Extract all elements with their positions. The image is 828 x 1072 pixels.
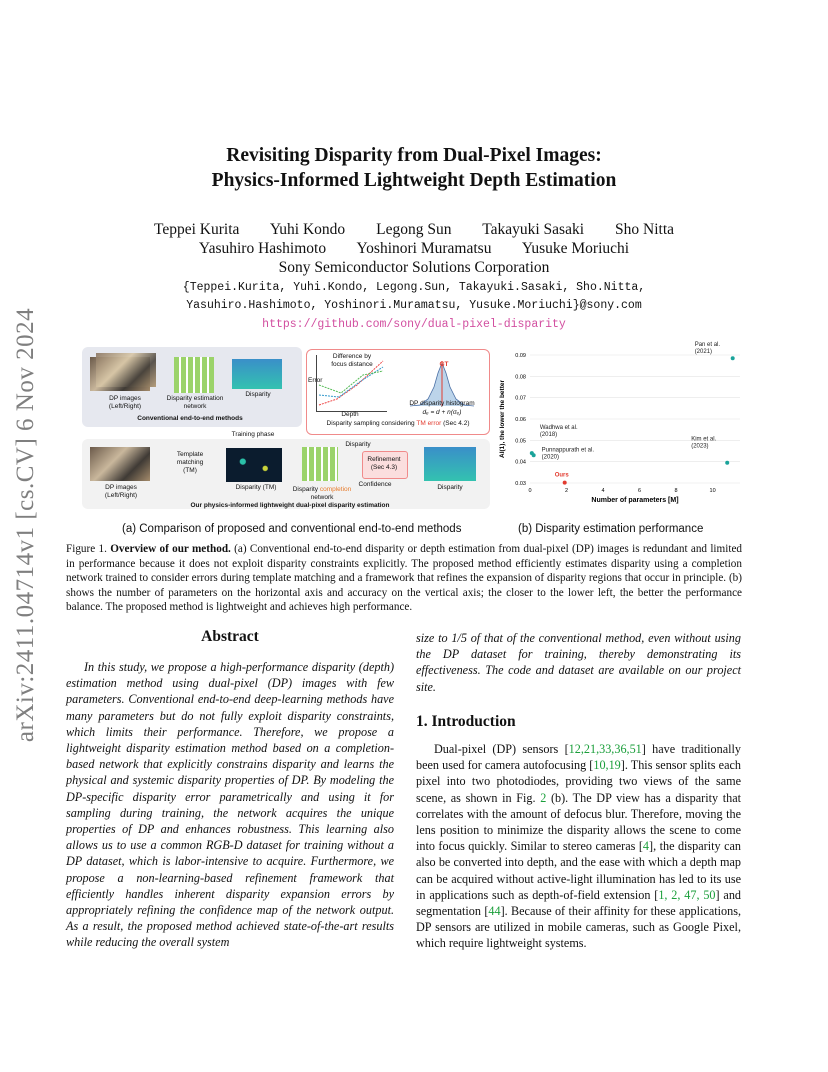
error-axis-y: Error: [308, 377, 323, 384]
data-point: [731, 356, 735, 360]
x-tick-label: 6: [638, 488, 642, 494]
emails-line-1: {Teppei.Kurita, Yuhi.Kondo, Legong.Sun, Takayuki.Sasaki, Sho.Nitta,: [182, 281, 646, 294]
y-tick-label: 0.03: [515, 481, 526, 487]
histogram-formula: dₑ = d + n(σₑ): [422, 409, 462, 416]
citation-5[interactable]: 1, 2, 47, 50: [658, 887, 716, 902]
paper-title: [0, 143, 828, 193]
caption-text: (a) Conventional end-to-end disparity or depth estimation from dual-pixel (DP) images is redundant and limited in performance because it does not exploit disparity constraints explicitly. The proposed method efficiently estimates disparity using a completion network trained to consider errors during template matching and a framework that refines the expansion of disparity regions that occur in principle. (b) shows the number of parameters on the horizontal axis and accuracy on the vertical axis; the closer to the lower left, the better the performance balance. The proposed method is lightweight and achieves high performance.: [66, 543, 743, 614]
dp-image-thumbnail-2: [96, 353, 156, 387]
conv-disparity-map: [232, 359, 282, 389]
authors-line-2: Yasuhiro Hashimoto Yoshinori Muramatsu Yusuke Moriuchi: [198, 240, 630, 257]
point-label: (2020): [541, 454, 559, 461]
y-tick-label: 0.04: [515, 459, 526, 466]
point-label: Kim et al.: [691, 436, 717, 443]
sampling-caption: [308, 420, 488, 428]
completion-pre: Disparity: [292, 486, 319, 493]
completion-post: network: [310, 494, 334, 501]
y-tick-label: 0.05: [515, 438, 526, 445]
y-tick-label: 0.06: [515, 417, 526, 423]
ours-dp-image-thumbnail: [90, 447, 150, 481]
x-tick-label: 4: [601, 488, 605, 494]
point-label: Punnappurath et al.: [541, 447, 595, 454]
emails-line-2: Yasuhiro.Hashimoto, Yoshinori.Muramatsu, Yusuke.Moriuchi}@sony.com: [186, 299, 642, 312]
y-tick-label: 0.07: [515, 395, 526, 402]
figure-caption: [66, 542, 742, 615]
abstract-heading: Abstract: [201, 628, 259, 645]
x-tick-label: 10: [709, 488, 716, 494]
sampling-sec: (Sec 4.2): [443, 420, 470, 427]
citation-6[interactable]: 44: [488, 904, 501, 919]
mid-disparity-label: Disparity: [345, 441, 371, 448]
confidence-label: Confidence: [358, 481, 392, 488]
x-tick-label: 8: [674, 488, 678, 494]
abstract-text: In this study, we propose a high-performance disparity (depth) estimation method using dual-pixel (DP) images with few parameters. Conventional end-to-end deep-learning methods have many parameters but do not fully exploit disparity constraints, which limits their performance. Therefore, we propose a lightweight disparity estimation method based on a completion-based network that explicitly constrains disparity and learns the physical and systemic disparity properties of DP. By modeling the DP-specific disparity error parametrically and using it for sampling during training, the network acquires the unique properties of DP and enhances robustness. This learning also allows us to use a common RGB-D dataset for training without a DP dataset, which is labor-intensive to acquire. Furthermore, we propose a non-learning-based refinement framework that efficiently handles inherent disparity expansion errors by appropriately refining the confidence map of the network output. As a result, the proposed method achieved state-of-the-art results while reducing the overall system: [66, 660, 394, 950]
template-matching-label: Template matching (TM): [176, 451, 204, 474]
conv-dp-images-label: DP images (Left/Right): [108, 395, 142, 410]
point-label: Ours: [554, 472, 569, 479]
data-point: [563, 481, 567, 485]
point-label: (2023): [691, 443, 709, 450]
ours-disparity-label: Disparity: [437, 484, 463, 491]
title-line-2: Physics-Informed Lightweight Depth Estimation: [211, 170, 617, 191]
point-label: (2018): [539, 432, 558, 439]
data-point: [532, 453, 536, 457]
error-axis-x: Depth: [341, 411, 359, 418]
ours-dp-images-label: DP images (Left/Right): [104, 484, 138, 499]
x-axis-label: Number of parameters [M]: [591, 497, 679, 504]
intro-text-6: ] and segmentation [: [416, 887, 742, 919]
sampling-tm: TM error: [416, 420, 442, 427]
subcaption-b: (b) Disparity estimation performance: [518, 523, 704, 535]
ours-methods-label: Our physics-informed lightweight dual-pixel disparity estimation: [190, 502, 390, 509]
point-label: (2021): [694, 349, 713, 356]
point-label: Wadhwa et al.: [539, 425, 578, 432]
title-line-1: Revisiting Disparity from Dual-Pixel Images:: [226, 145, 602, 166]
citation-2[interactable]: 10,19: [593, 758, 621, 773]
completion-word: completion: [319, 486, 352, 493]
conv-network-icon: [174, 357, 214, 393]
sampling-label: Disparity sampling considering: [326, 420, 415, 427]
conv-network-label: Disparity estimation network: [166, 395, 224, 410]
authors-line-1: Teppei Kurita Yuhi Kondo Legong Sun Takayuki Sasaki Sho Nitta: [153, 221, 675, 238]
conv-methods-label: Conventional end-to-end methods: [137, 415, 243, 422]
y-tick-label: 0.09: [515, 353, 526, 359]
intro-text-7: ]. Because of their affinity for these applications, DP sensors are utilized in mobile cameras, such as Google Pixel, which require lightweight systems.: [416, 904, 741, 951]
completion-network-label: [284, 486, 360, 502]
intro-text-1: Dual-pixel (DP) sensors [: [434, 742, 569, 756]
caption-bold: Overview of our method.: [110, 543, 231, 555]
figure-1: [80, 342, 748, 535]
x-tick-label: 0: [528, 488, 532, 494]
affiliation: Sony Semiconductor Solutions Corporation: [278, 259, 550, 276]
disparity-tm-label: Disparity (TM): [235, 484, 277, 491]
intro-text-4: (b). The DP view has a disparity that correlates with the amount of defocus blur. Therefore, moving the lens position to minimize the disparity allows the scene to come into focus quickly. Similar to stereo cameras [: [416, 790, 741, 854]
citation-4[interactable]: 4: [642, 839, 650, 854]
arxiv-sidebar: [4, 290, 48, 760]
intro-heading: 1. Introduction: [416, 713, 516, 730]
figure-ref[interactable]: 2: [540, 790, 547, 805]
histogram-gt: GT: [439, 361, 449, 368]
subcaption-a: (a) Comparison of proposed and conventional end-to-end methods: [122, 523, 462, 535]
completion-network-icon: [302, 447, 338, 481]
training-phase-label: Training phase: [231, 431, 275, 438]
intro-text-3: ]. This sensor splits each pixel into two photodiodes, providing two views of the same scene, as shown in Fig.: [416, 758, 741, 805]
arxiv-id: arXiv:2411.04714v1 [cs.CV] 6 Nov 2024: [12, 307, 39, 743]
project-url[interactable]: https://github.com/sony/dual-pixel-disparity: [262, 318, 566, 331]
intro-text-5: ], the disparity can also be converted into depth, and the ease with which a depth map can be acquired without active-light illumination has led to its use in applications such as depth-of-field extension [: [416, 839, 741, 902]
citation-1[interactable]: 12,21,33,36,51: [568, 742, 642, 756]
point-label: Pan et al.: [694, 342, 721, 349]
intro-text-2: ] have traditionally been used for camera autofocusing [: [416, 742, 741, 773]
scatter-chart: [494, 342, 748, 515]
ours-disparity-map: [424, 447, 476, 481]
refinement-label: Refinement (Sec 4.3): [367, 456, 401, 471]
conv-disparity-label: Disparity: [245, 391, 271, 398]
y-axis-label: AI(1), the lower the better: [499, 379, 506, 459]
y-tick-label: 0.08: [515, 374, 526, 381]
data-point: [725, 461, 729, 465]
error-title: Difference by focus distance: [331, 353, 373, 368]
disparity-tm-map: [226, 448, 282, 482]
caption-prefix: Figure 1.: [66, 543, 107, 555]
x-tick-label: 2: [564, 488, 569, 494]
intro-paragraph: [416, 741, 741, 952]
histogram-title: DP disparity histogram: [409, 400, 475, 407]
abstract-continued: size to 1/5 of that of the conventional method, even without using the DP dataset for training, thereby demonstrating its effectiveness. The code and dataset are available on our project site.: [416, 631, 741, 694]
